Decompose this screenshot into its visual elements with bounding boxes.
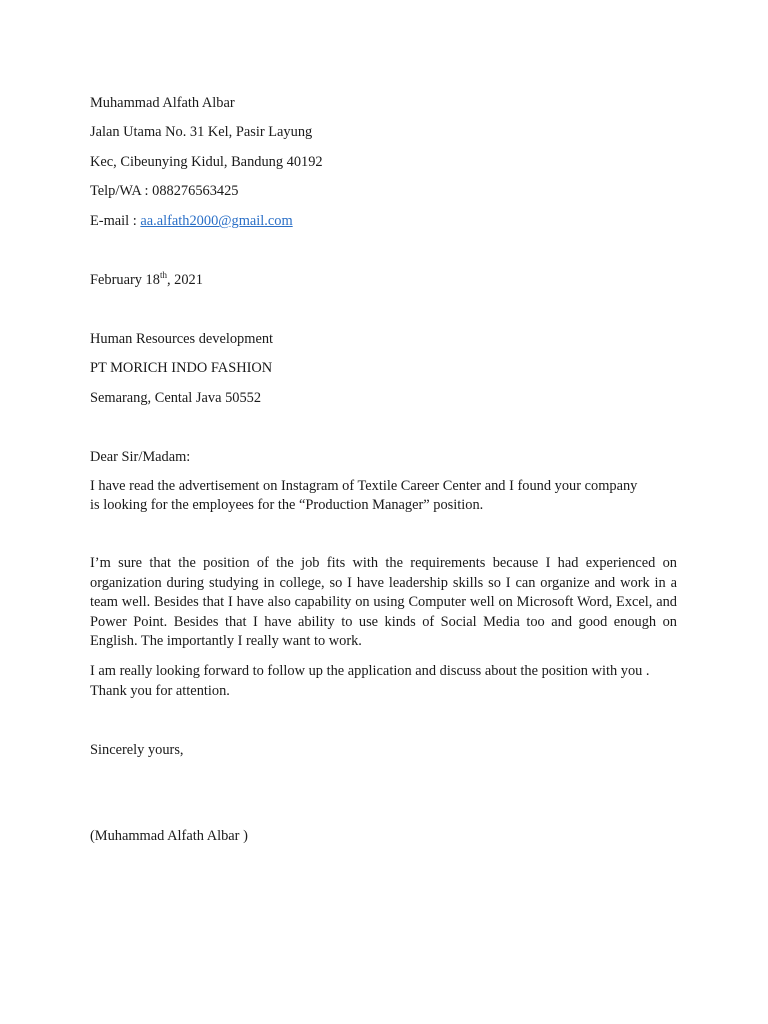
sender-address-line2: Kec, Cibeunying Kidul, Bandung 40192 [90, 154, 323, 170]
date-year: , 2021 [166, 272, 203, 288]
sender-address-line1: Jalan Utama No. 31 Kel, Pasir Layung [90, 124, 313, 140]
paragraph1-line1: I have read the advertisement on Instagram of Textile Career Center and I found your company [90, 478, 638, 494]
letter-date [90, 271, 203, 289]
paragraph2: I’m sure that the position of the job fits with the requirements because I had experienced on organization during studying in college, so I have leadership skills so I can organize and work in a team well. Besides that I have also capability on using Computer well on Microsoft Word, Excel, and Power Point. Besides that I have ability to use kinds of Social Media too and good enough on English. The importantly I really want to work. [90, 555, 677, 649]
email-label: E-mail : [90, 213, 141, 229]
salutation: Dear Sir/Madam: [90, 449, 191, 465]
date-month-day: February 18 [90, 272, 160, 288]
recipient-company: PT MORICH INDO FASHION [90, 360, 273, 376]
signature-name: (Muhammad Alfath Albar ) [90, 828, 248, 844]
recipient-address: Semarang, Cental Java 50552 [90, 390, 262, 406]
paragraph3-line1: I am really looking forward to follow up the application and discuss about the position with you . [90, 663, 650, 679]
sender-phone: Telp/WA : 088276563425 [90, 183, 239, 199]
paragraph3-line2: Thank you for attention. [90, 683, 230, 699]
paragraph1-line2: is looking for the employees for the “Production Manager” position. [90, 497, 484, 513]
closing: Sincerely yours, [90, 742, 184, 758]
recipient-department: Human Resources development [90, 331, 274, 347]
email-link[interactable]: aa.alfath2000@gmail.com [140, 213, 293, 229]
sender-name: Muhammad Alfath Albar [90, 95, 235, 111]
sender-email-line [90, 212, 293, 230]
date-suffix: th [159, 270, 167, 281]
